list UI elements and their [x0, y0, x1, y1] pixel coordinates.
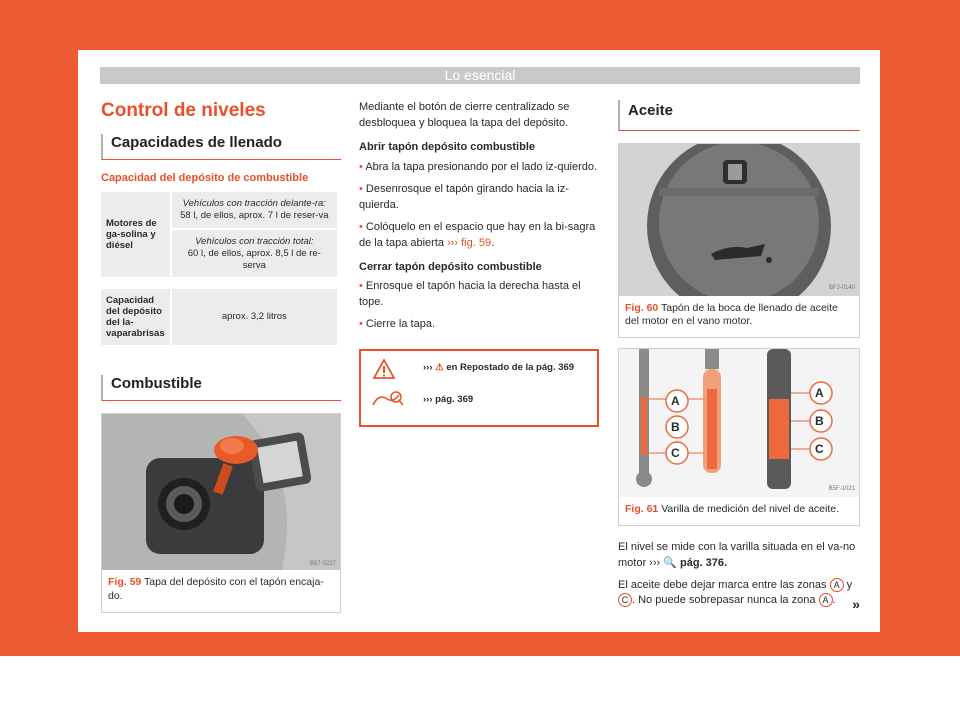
figure-reference-link[interactable]: ››› fig. 59 [447, 236, 492, 249]
list-item-text: Cierre la tapa. [365, 318, 436, 331]
table-row [101, 192, 337, 228]
list-item-text: Colóquelo en el espacio que hay en la bi-sagra de la tapa abierta [359, 220, 596, 249]
capacity-table [99, 190, 339, 347]
orange-border-bottom [0, 632, 960, 656]
ref-arrows: ››› [423, 362, 433, 374]
page-number: 49 [850, 620, 863, 632]
continue-marker: » [852, 596, 860, 612]
page-title: Control de niveles [101, 100, 266, 121]
cell-text: 58 l, de ellos, aprox. 7 l de reser-va [180, 209, 329, 221]
mark-a-badge: A [830, 578, 844, 592]
section-heading-combustible: Combustible [101, 375, 341, 401]
dipstick-label-a-left: A [671, 394, 680, 409]
table-cell-value [172, 192, 337, 228]
orange-border-left [0, 0, 78, 656]
list-item-text: Enrosque el tapón hacia la derecha hasta el tope. [359, 280, 581, 309]
warning-ref-link[interactable]: en Repostado de la pág. 369 [446, 362, 575, 374]
column-left [101, 100, 341, 613]
bullet-icon: • [359, 220, 366, 233]
list-item [359, 317, 599, 333]
list-item: • Colóquelo en el espacio que hay en la bi-sagra de la tapa abierta ››› fig. 59. [359, 220, 596, 249]
figure-caption [619, 497, 859, 525]
bullet-icon: • [359, 280, 366, 293]
list-item [359, 182, 599, 214]
figure-code: BFJ-0140 [828, 285, 855, 292]
figure-number: Fig. 61 [625, 503, 659, 516]
table-spacer [101, 279, 337, 287]
orange-border-right [880, 0, 960, 656]
figure-code: B57-0227 [309, 561, 336, 568]
dipstick-label-b-left: B [671, 420, 680, 435]
fuel-cap-image [102, 414, 340, 570]
environment-ref-link[interactable]: ››› pág. 369 [423, 394, 474, 406]
list-item [359, 160, 599, 176]
paragraph-text: El nivel se mide con la varilla situada en el va-no motor ››› [618, 540, 856, 569]
table-cell-value: aprox. 3,2 litros [172, 289, 337, 345]
column-right [618, 100, 860, 612]
list-item-text: Desenrosque el tapón girando hacia la iz-quierda. [359, 182, 569, 211]
section-heading-capacidades: Capacidades de llenado [101, 134, 341, 160]
section-heading-aceite: Aceite [618, 100, 860, 131]
figure-60 [618, 143, 860, 338]
oil-cap-illustration [619, 144, 859, 296]
figure-caption-text: Varilla de medición del nivel de aceite. [661, 503, 840, 516]
cell-italic-text: Vehículos con tracción delante-ra: [182, 198, 326, 209]
fuel-door-illustration [102, 414, 340, 570]
figure-caption [619, 296, 859, 337]
paragraph-text: El aceite debe dejar marca entre las zonas [618, 578, 827, 591]
figure-number: Fig. 60 [625, 301, 659, 314]
figure-code: B5F-1021 [828, 486, 855, 493]
figure-61 [618, 348, 860, 526]
dipstick-label-c-right: C [815, 442, 824, 457]
oil-level-paragraph [618, 540, 860, 572]
list-item-text: Abra la tapa presionando por el lado iz-quierdo. [365, 160, 598, 173]
oil-cap-image [619, 144, 859, 296]
page-reference-link[interactable]: pág. 376. [680, 556, 728, 569]
environment-inline-icon: 🔍 [663, 556, 677, 569]
orange-border-top [0, 0, 960, 50]
warning-triangle-icon [373, 359, 395, 379]
environment-icon [371, 389, 405, 409]
table-cell-label: Capacidad del depósito del la-vaparabrisas [101, 289, 170, 345]
intro-paragraph: Mediante el botón de cierre centralizado se desbloquea y bloquea la tapa del depósito. [359, 101, 570, 129]
footer-area [0, 656, 960, 708]
bullet-icon: • [359, 182, 366, 195]
warning-ref-line [423, 361, 574, 375]
figure-59 [101, 413, 341, 612]
dipstick-label-c-left: C [671, 446, 680, 461]
paragraph-text: y [846, 578, 853, 591]
dipstick-image [619, 349, 859, 497]
figure-caption-text: Tapa del depósito con el tapón encaja-do. [108, 576, 324, 603]
mark-c-badge: C [618, 593, 632, 607]
table-row [101, 289, 337, 345]
paragraph-text: . No puede sobrepasar nunca la zona [632, 594, 816, 607]
subheading-deposito: Capacidad del depósito de combustible [101, 172, 309, 184]
warning-box [359, 349, 599, 427]
table-cell-value [172, 230, 337, 278]
figure-number: Fig. 59 [108, 576, 142, 589]
mark-a-badge: A [819, 593, 833, 607]
dipstick-label-b-right: B [815, 414, 824, 429]
chapter-header: Lo esencial [100, 67, 860, 84]
close-heading: Cerrar tapón depósito combustible [359, 260, 542, 273]
warning-inline-icon: ⚠ [435, 362, 444, 374]
figure-caption [102, 570, 340, 611]
cell-italic-text: Vehículos con tracción total: [195, 235, 314, 247]
table-cell-label: Motores de ga-solina y diésel [101, 192, 170, 277]
bullet-icon: • [359, 318, 366, 331]
open-heading: Abrir tapón depósito combustible [359, 140, 536, 153]
cell-text: 60 l, de ellos, aprox. 8,5 l de re-serva [187, 247, 321, 271]
figure-caption-text: Tapón de la boca de llenado de aceite del motor en el vano motor. [625, 301, 838, 328]
bullet-icon: • [359, 160, 366, 173]
oil-mark-paragraph: El aceite debe dejar marca entre las zonas A y C . No puede sobrepasar nunca la zona A . [618, 578, 853, 607]
column-middle [359, 100, 599, 427]
dipstick-label-a-right: A [815, 386, 824, 401]
list-item [359, 279, 599, 311]
